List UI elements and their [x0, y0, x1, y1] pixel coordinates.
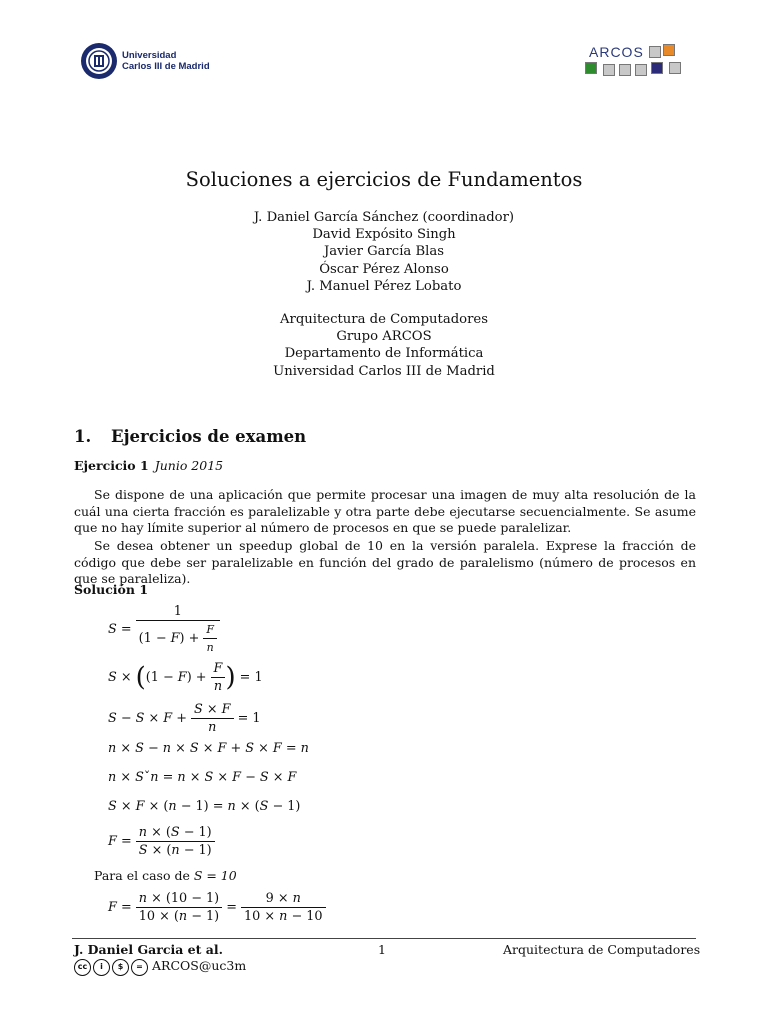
university-seal-icon — [80, 42, 118, 80]
solution-heading: Solución 1 — [74, 582, 149, 597]
equation: n × Sˇn = n × S × F − S × F — [108, 770, 297, 785]
document-title: Soluciones a ejercicios de Fundamentos — [185, 168, 583, 191]
affiliation — [0, 311, 768, 380]
affiliation-line: Departamento de Informática — [284, 346, 484, 362]
license-badge — [74, 959, 148, 976]
university-logo — [80, 42, 220, 84]
nd-icon: = — [131, 959, 148, 976]
university-name-line2: Carlos III de Madrid — [122, 61, 210, 72]
affiliation-line: Arquitectura de Computadores — [280, 312, 488, 327]
page-number: 1 — [378, 942, 386, 957]
author: David Expósito Singh — [312, 227, 456, 243]
by-icon: i — [93, 959, 110, 976]
author: Javier García Blas — [323, 244, 444, 260]
exercise-label: Ejercicio 1 — [74, 458, 149, 473]
footer-contact: ARCOS@uc3m — [152, 958, 247, 973]
section-number: 1. — [74, 427, 92, 446]
author-list — [0, 209, 768, 295]
equation: n × S − n × S × F + S × F = n — [108, 741, 309, 756]
equation: S = 1 (1 − F) + $\frac{F}{n}$ — [108, 603, 220, 656]
footer-divider — [72, 938, 696, 939]
equation: S − S × F + $\frac{S \times F}{n}$ = 1 — [108, 702, 261, 735]
exercise-paragraph: Se dispone de una aplicación que permite procesar una imagen de muy alta resolución de la cuál una cierta fracción es paralelizable y otra parte debe ejecutarse secuencialmente. Se asume que no hay límite superior al número de procesos en que se puede paralelizar. — [74, 487, 696, 535]
case-text: Para el caso de — [94, 868, 190, 883]
section-title: Ejercicios de examen — [111, 427, 307, 446]
exercise-heading — [74, 458, 223, 473]
cc-icon: cc — [74, 959, 91, 976]
nc-icon: $ — [112, 959, 129, 976]
affiliation-line: Universidad Carlos III de Madrid — [273, 363, 495, 379]
case-line — [94, 868, 237, 883]
footer-authors: J. Daniel Garcia et al. — [74, 942, 223, 957]
author: J. Daniel García Sánchez (coordinador) — [253, 210, 515, 225]
equation: S × ((1 − F) + $\frac{F}{n}$ ) = 1 — [108, 661, 263, 694]
author: Óscar Pérez Alonso — [319, 261, 449, 277]
affiliation-line: Grupo ARCOS — [336, 329, 432, 345]
exercise-date: Junio 2015 — [154, 458, 224, 473]
equation: F = $\frac{n \times (10 - 1)}{10 \times (n - 1)}$ = $\frac{9 \times n}{10 \times n - 10}$ — [108, 890, 326, 925]
arcos-logo-text: ARCOS — [589, 44, 644, 60]
equation: S × F × (n − 1) = n × (S − 1) — [108, 799, 301, 814]
case-math: S = 10 — [193, 868, 237, 883]
arcos-logo — [585, 44, 695, 80]
section-heading — [74, 427, 306, 446]
university-name-line1: Universidad — [122, 50, 177, 61]
exercise-paragraph: Se desea obtener un speedup global de 10 en la versión paralela. Exprese la fracción de código que debe ser paralelizable en función del grado de paralelismo (número de procesos en que se paraleliza). — [74, 538, 696, 586]
footer-course: Arquitectura de Computadores — [503, 942, 701, 957]
author: J. Manuel Pérez Lobato — [306, 278, 462, 294]
equation: F = $\frac{n \times (S - 1)}{S \times (n - 1)}$ — [108, 824, 215, 859]
